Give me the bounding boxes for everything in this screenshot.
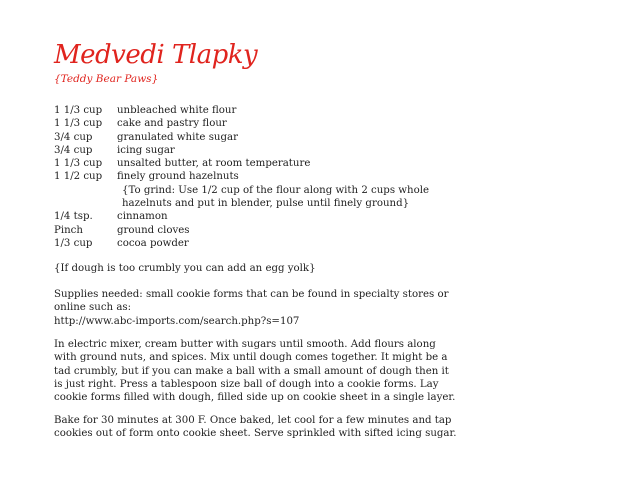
grind-note-line: hazelnuts and put in blender, pulse until finely ground} <box>122 198 410 210</box>
recipe-title: Medvedi Tlapky <box>54 40 258 70</box>
recipe-subtitle: {Teddy Bear Paws} <box>54 73 159 85</box>
bake-paragraph: Bake for 30 minutes at 300 F. Once baked, let cool for a few minutes and tap cookies out of form onto cookie sheet. Serve sprinkled with sifted icing sugar. <box>54 415 457 440</box>
ingredient-name: ground cloves <box>117 224 190 236</box>
ingredient-row <box>54 117 474 130</box>
ingredient-name: cake and pastry flour <box>117 118 227 130</box>
ingredient-name: cocoa powder <box>117 237 189 249</box>
ingredient-quantity: 1 1/3 cup <box>54 158 103 170</box>
ingredient-row <box>54 224 474 237</box>
ingredient-row <box>54 131 474 144</box>
ingredient-quantity: 3/4 cup <box>54 131 93 143</box>
ingredient-list <box>54 104 474 250</box>
ingredient-name: cinnamon <box>117 211 168 223</box>
ingredient-name: unbleached white flour <box>117 105 237 116</box>
ingredient-quantity: 1/3 cup <box>54 237 93 249</box>
ingredient-name: icing sugar <box>117 144 175 156</box>
ingredient-row <box>54 104 474 117</box>
ingredient-quantity: Pinch <box>54 224 83 236</box>
ingredient-quantity: 1 1/2 cup <box>54 171 103 183</box>
ingredient-quantity: 1 1/3 cup <box>54 105 103 116</box>
ingredient-row <box>54 144 474 157</box>
ingredient-row <box>54 210 474 223</box>
grind-note-line: {To grind: Use 1/2 cup of the flour along with 2 cups whole <box>122 184 429 196</box>
method-paragraph: In electric mixer, cream butter with sugars until smooth. Add flours along with ground nuts, and spices. Mix until dough comes together. It might be a tad crumbly, but if you can make a ball with a small amount of dough then it is just right. Press a tablespoon size ball of dough into a cookie forms. Lay cookie forms filled with dough, filled side up on cookie sheet in a single layer. <box>54 339 456 404</box>
ingredient-row <box>54 237 474 250</box>
ingredient-row <box>54 157 474 170</box>
ingredient-quantity: 1 1/3 cup <box>54 118 103 130</box>
ingredient-name: granulated white sugar <box>117 131 238 143</box>
ingredient-row <box>54 170 474 183</box>
ingredient-quantity: 3/4 cup <box>54 144 93 156</box>
supplies-paragraph: Supplies needed: small cookie forms that can be found in specialty stores or online such as: http://www.abc-imports.com/search.php?s=107 <box>54 289 449 327</box>
ingredient-name: finely ground hazelnuts <box>117 171 239 183</box>
ingredient-name: unsalted butter, at room temperature <box>117 158 311 170</box>
dough-note: {If dough is too crumbly you can add an egg yolk} <box>54 263 316 274</box>
ingredient-quantity: 1/4 tsp. <box>54 211 93 223</box>
